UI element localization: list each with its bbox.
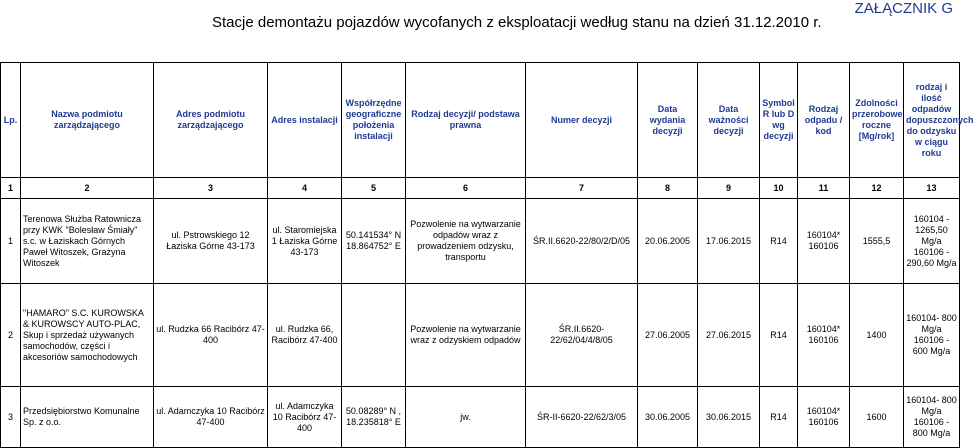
header-cell: Nazwa podmiotu zarządzającego [21,63,154,178]
capacity-cell: 1555,5 [850,199,904,284]
table-row [1,284,960,387]
installation-cell: ul. Adamczyka 10 Racibórz 47-400 [268,387,342,448]
coords-cell: 50.08289° N , 18.235818° E [342,387,406,448]
coords-cell [342,284,406,387]
issue-date-cell: 30.06.2005 [638,387,698,448]
header-cell: Adres instalacji [268,63,342,178]
lp-cell: 2 [1,284,21,387]
decision-number-cell: ŚR.II.6620-22/80/2/D/05 [526,199,638,284]
capacity-cell: 1400 [850,284,904,387]
name-cell: Terenowa Służba Ratownicza przy KWK "Bolesław Śmiały" s.c. w Łaziskach Górnych Paweł Witoszek, Grażyna Witoszek [21,199,154,284]
column-number: 9 [698,178,760,199]
decision-number-cell: ŚR-II-6620-22/62/3/05 [526,387,638,448]
decision-type-cell: Pozwolenie na wytwarzanie odpadów wraz z prowadzeniem odzysku, transportu [406,199,526,284]
name-cell: Przedsiębiorstwo Komunalne Sp. z o.o. [21,387,154,448]
symbol-cell: R14 [760,387,798,448]
expiry-date-cell: 27.06.2015 [698,284,760,387]
allowed-waste-cell: 160104- 800 Mg/a 160106 - 600 Mg/a [904,284,960,387]
header-cell: Zdolności przerobowe roczne [Mg/rok] [850,63,904,178]
expiry-date-cell: 30.06.2015 [698,387,760,448]
issue-date-cell: 20.06.2005 [638,199,698,284]
address-cell: ul. Adamczyka 10 Racibórz 47-400 [154,387,268,448]
header-cell: Rodzaj odpadu / kod [798,63,850,178]
header-cell: Adres podmiotu zarządzającego [154,63,268,178]
symbol-cell: R14 [760,284,798,387]
header-cell: Data ważności decyzji [698,63,760,178]
annex-label: ZAŁĄCZNIK G [854,0,953,17]
coords-cell: 50.141534° N 18.864752° E [342,199,406,284]
header-cell: Współrzędne geograficzne położenia instalacji [342,63,406,178]
column-number: 11 [798,178,850,199]
column-number: 6 [406,178,526,199]
lp-cell: 3 [1,387,21,448]
column-number-row [1,178,960,199]
header-cell: rodzaj i ilość odpadów dopuszczonych do odzysku w ciągu roku [904,63,960,178]
column-number: 2 [21,178,154,199]
header-cell: Rodzaj decyzji/ podstawa prawna [406,63,526,178]
waste-code-cell: 160104* 160106 [798,284,850,387]
decision-type-cell: Pozwolenie na wytwarzanie wraz z odzyskiem odpadów [406,284,526,387]
allowed-waste-cell: 160104 - 1265,50 Mg/a 160106 - 290,60 Mg/a [904,199,960,284]
address-cell: ul. Pstrowskiego 12 Łaziska Górne 43-173 [154,199,268,284]
lp-cell: 1 [1,199,21,284]
capacity-cell: 1600 [850,387,904,448]
table-row [1,387,960,448]
symbol-cell: R14 [760,199,798,284]
column-number: 4 [268,178,342,199]
waste-code-cell: 160104* 160106 [798,387,850,448]
issue-date-cell: 27.06.2005 [638,284,698,387]
stations-table [0,62,974,448]
header-row [1,63,960,178]
header-cell: Data wydania decyzji [638,63,698,178]
column-number: 1 [1,178,21,199]
expiry-date-cell: 17.06.2015 [698,199,760,284]
column-number: 10 [760,178,798,199]
installation-cell: ul. Staromiejska 1 Łaziska Górne 43-173 [268,199,342,284]
column-number: 12 [850,178,904,199]
waste-code-cell: 160104* 160106 [798,199,850,284]
column-number: 13 [904,178,960,199]
column-number: 3 [154,178,268,199]
table-row [1,199,960,284]
allowed-waste-cell: 160104- 800 Mg/a 160106 - 800 Mg/a [904,387,960,448]
header-cell: Lp. [1,63,21,178]
header-cell: Symbol R lub D wg decyzji [760,63,798,178]
installation-cell: ul. Rudzka 66, Racibórz 47-400 [268,284,342,387]
header-cell: Numer decyzji [526,63,638,178]
column-number: 7 [526,178,638,199]
decision-number-cell: ŚR.II.6620-22/62/04/4/8/05 [526,284,638,387]
decision-type-cell: jw. [406,387,526,448]
address-cell: ul. Rudzka 66 Racibórz 47-400 [154,284,268,387]
name-cell: "HAMARO" S.C. KUROWSKA & KUROWSCY AUTO-PLAC, Skup i sprzedaż używanych samochodów, części i akcesoriów samochodowych [21,284,154,387]
column-number: 8 [638,178,698,199]
column-number: 5 [342,178,406,199]
page-title: Stacje demontażu pojazdów wycofanych z eksploatacji według stanu na dzień 31.12.2010 r. [212,14,822,31]
